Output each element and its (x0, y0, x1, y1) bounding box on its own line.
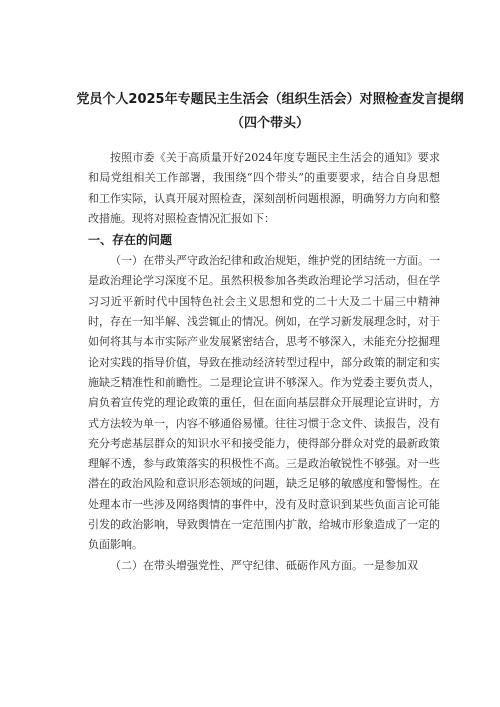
section-heading-problems: 一、存在的问题 (88, 233, 173, 248)
document-title (60, 88, 480, 136)
title-line-1: 党员个人2025年专题民主生活会（组织生活会）对照检查发言提纲 (76, 92, 464, 107)
intro-paragraph: 按照市委《关于高质量开好2024年度专题民主生活会的通知》要求和局党组相关工作部署，我围绕“四个带头”的重要要求，结合自身思想和工作实际，认真开展对照检查，深刻剖析问题根源，明确努力方向和整改措施。现将对照检查情况汇报如下： (88, 151, 440, 225)
paragraph-party-spirit: （二）在带头增强党性、严守纪律、砥砺作风方面。一是参加双 (110, 558, 418, 572)
paragraph-political-discipline: （一）在带头严守政治纪律和政治规矩，维护党的团结统一方面。一是政治理论学习深度不足。虽然积极参加各类政治理论学习活动，但在学习习近平新时代中国特色社会主义思想和党的二十大及二十届三中精神时，存在一知半解、浅尝辄止的情况。例如，在学习新发展理念时，对于如何将其与本市实际产业发展紧密结合，思考不够深入，未能充分挖掘理论对实践的指导价值，导致在推动经济转型过程中，部分政策的制定和实施缺乏精准性和前瞻性。二是理论宣讲不够深入。作为党委主要负责人，肩负着宣传党的理论政策的重任，但在面向基层群众开展理论宣讲时，方式方法较为单一，内容不够通俗易懂。往往习惯于念文件、读报告，没有充分考虑基层群众的知识水平和接受能力，使得部分群众对党的最新政策理解不透，参与政策落实的积极性不高。三是政治敏锐性不够强。对一些潜在的政治风险和意识形态领域的问题，缺乏足够的敏感度和警惕性。在处理本市一些涉及网络舆情的事件中，没有及时意识到某些负面言论可能引发的政治影响，导致舆情在一定范围内扩散，给城市形象造成了一定的负面影响。 (88, 254, 440, 552)
title-line-2: （四个带头） (230, 116, 309, 131)
document-body (88, 148, 440, 576)
